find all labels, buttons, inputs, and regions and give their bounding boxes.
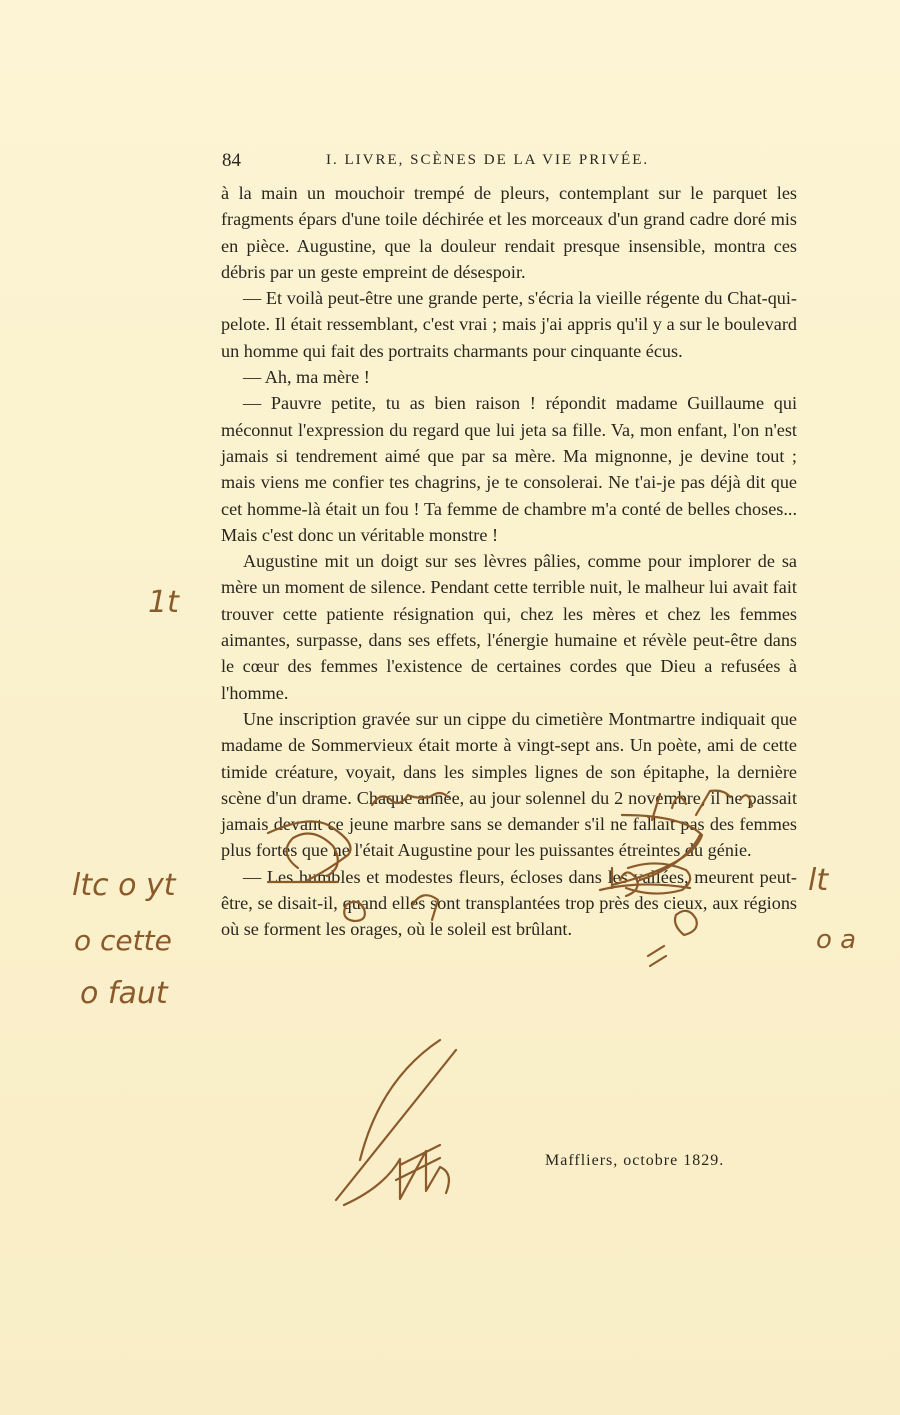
margin-note: lt <box>808 863 829 898</box>
correction-stroke <box>344 1151 449 1205</box>
correction-stroke <box>336 1050 456 1200</box>
margin-note: 1t <box>148 585 179 620</box>
margin-note: ltc o yt <box>72 868 176 903</box>
margin-note: o faut <box>80 976 168 1011</box>
paragraph: — Et voilà peut-être une grande perte, s'écria la vieille régente du Chat-qui-pelote. Il était ressemblant, c'est vrai ; mais j'ai appris qu'il y a sur le boulevard un homme qui fait des portraits charmants pour cinquante écus. <box>221 288 797 361</box>
paragraph: Une inscription gravée sur un cippe du cimetière Montmartre indiquait que madame de Sommervieux était morte à vingt-sept ans. Un poète, ami de cette timide créature, voyait, dans les simples lignes de son épitaphe, la dernière scène d'un drame. Chaque année, au jour solennel du 2 novembre, il ne passait jamais devant ce jeune marbre sans se demander s'il ne fallait pas des femmes plus fortes que ne l'était Augustine pour les puissantes étreintes du génie. <box>221 708 797 861</box>
paragraph: — Ah, ma mère ! <box>243 367 370 388</box>
correction-stroke <box>396 1145 440 1180</box>
correction-stroke <box>648 946 666 966</box>
page-number: 84 <box>222 150 241 171</box>
paragraph: — Pauvre petite, tu as bien raison ! répondit madame Guillaume qui méconnut l'expression du regard que lui jeta sa fille. Va, mon enfant, l'on n'est jamais si tendrement aimé que par sa mère. Ma mignonne, je devine tout ; mais viens me confier tes chagrins, je te consolerai. Ne t'ai-je pas déjà dit que cet homme-là était un fou ! Ta femme de chambre m'a conté de belles choses... Mais c'est donc un véritable monstre ! <box>221 393 797 545</box>
correction-stroke <box>360 1040 440 1160</box>
paragraph: à la main un mouchoir trempé de pleurs, contemplant sur le parquet les fragments épars d'une toile déchirée et les morceaux d'un grand cadre doré mis en pièce. Augustine, que la douleur rendait presque insensible, montra ces débris par un geste empreint de désespoir. <box>221 183 797 282</box>
margin-note: o cette <box>74 924 172 957</box>
body-text <box>221 180 797 943</box>
paragraph: — Les humbles et modestes fleurs, écloses dans les vallées, meurent peut-être, se disait-il, quand elles sont transplantées trop près des cieux, aux régions où se forment les orages, où le soleil est brûlant. <box>221 866 797 940</box>
paragraph: Augustine mit un doigt sur ses lèvres pâlies, comme pour implorer de sa mère un moment de silence. Pendant cette terrible nuit, le malheur lui avait fait trouver cette patiente résignation qui, chez les mères et chez les femmes aimantes, surpasse, dans ses effets, l'énergie humaine et révèle peut-être dans le cœur des femmes l'existence de certaines cordes que Dieu a refusées à l'homme. <box>221 551 797 703</box>
running-header <box>222 150 796 176</box>
running-title: I. LIVRE, SCÈNES DE LA VIE PRIVÉE. <box>326 152 650 168</box>
place-date-signature: Maffliers, octobre 1829. <box>545 1152 725 1169</box>
margin-note: o a <box>816 925 857 955</box>
